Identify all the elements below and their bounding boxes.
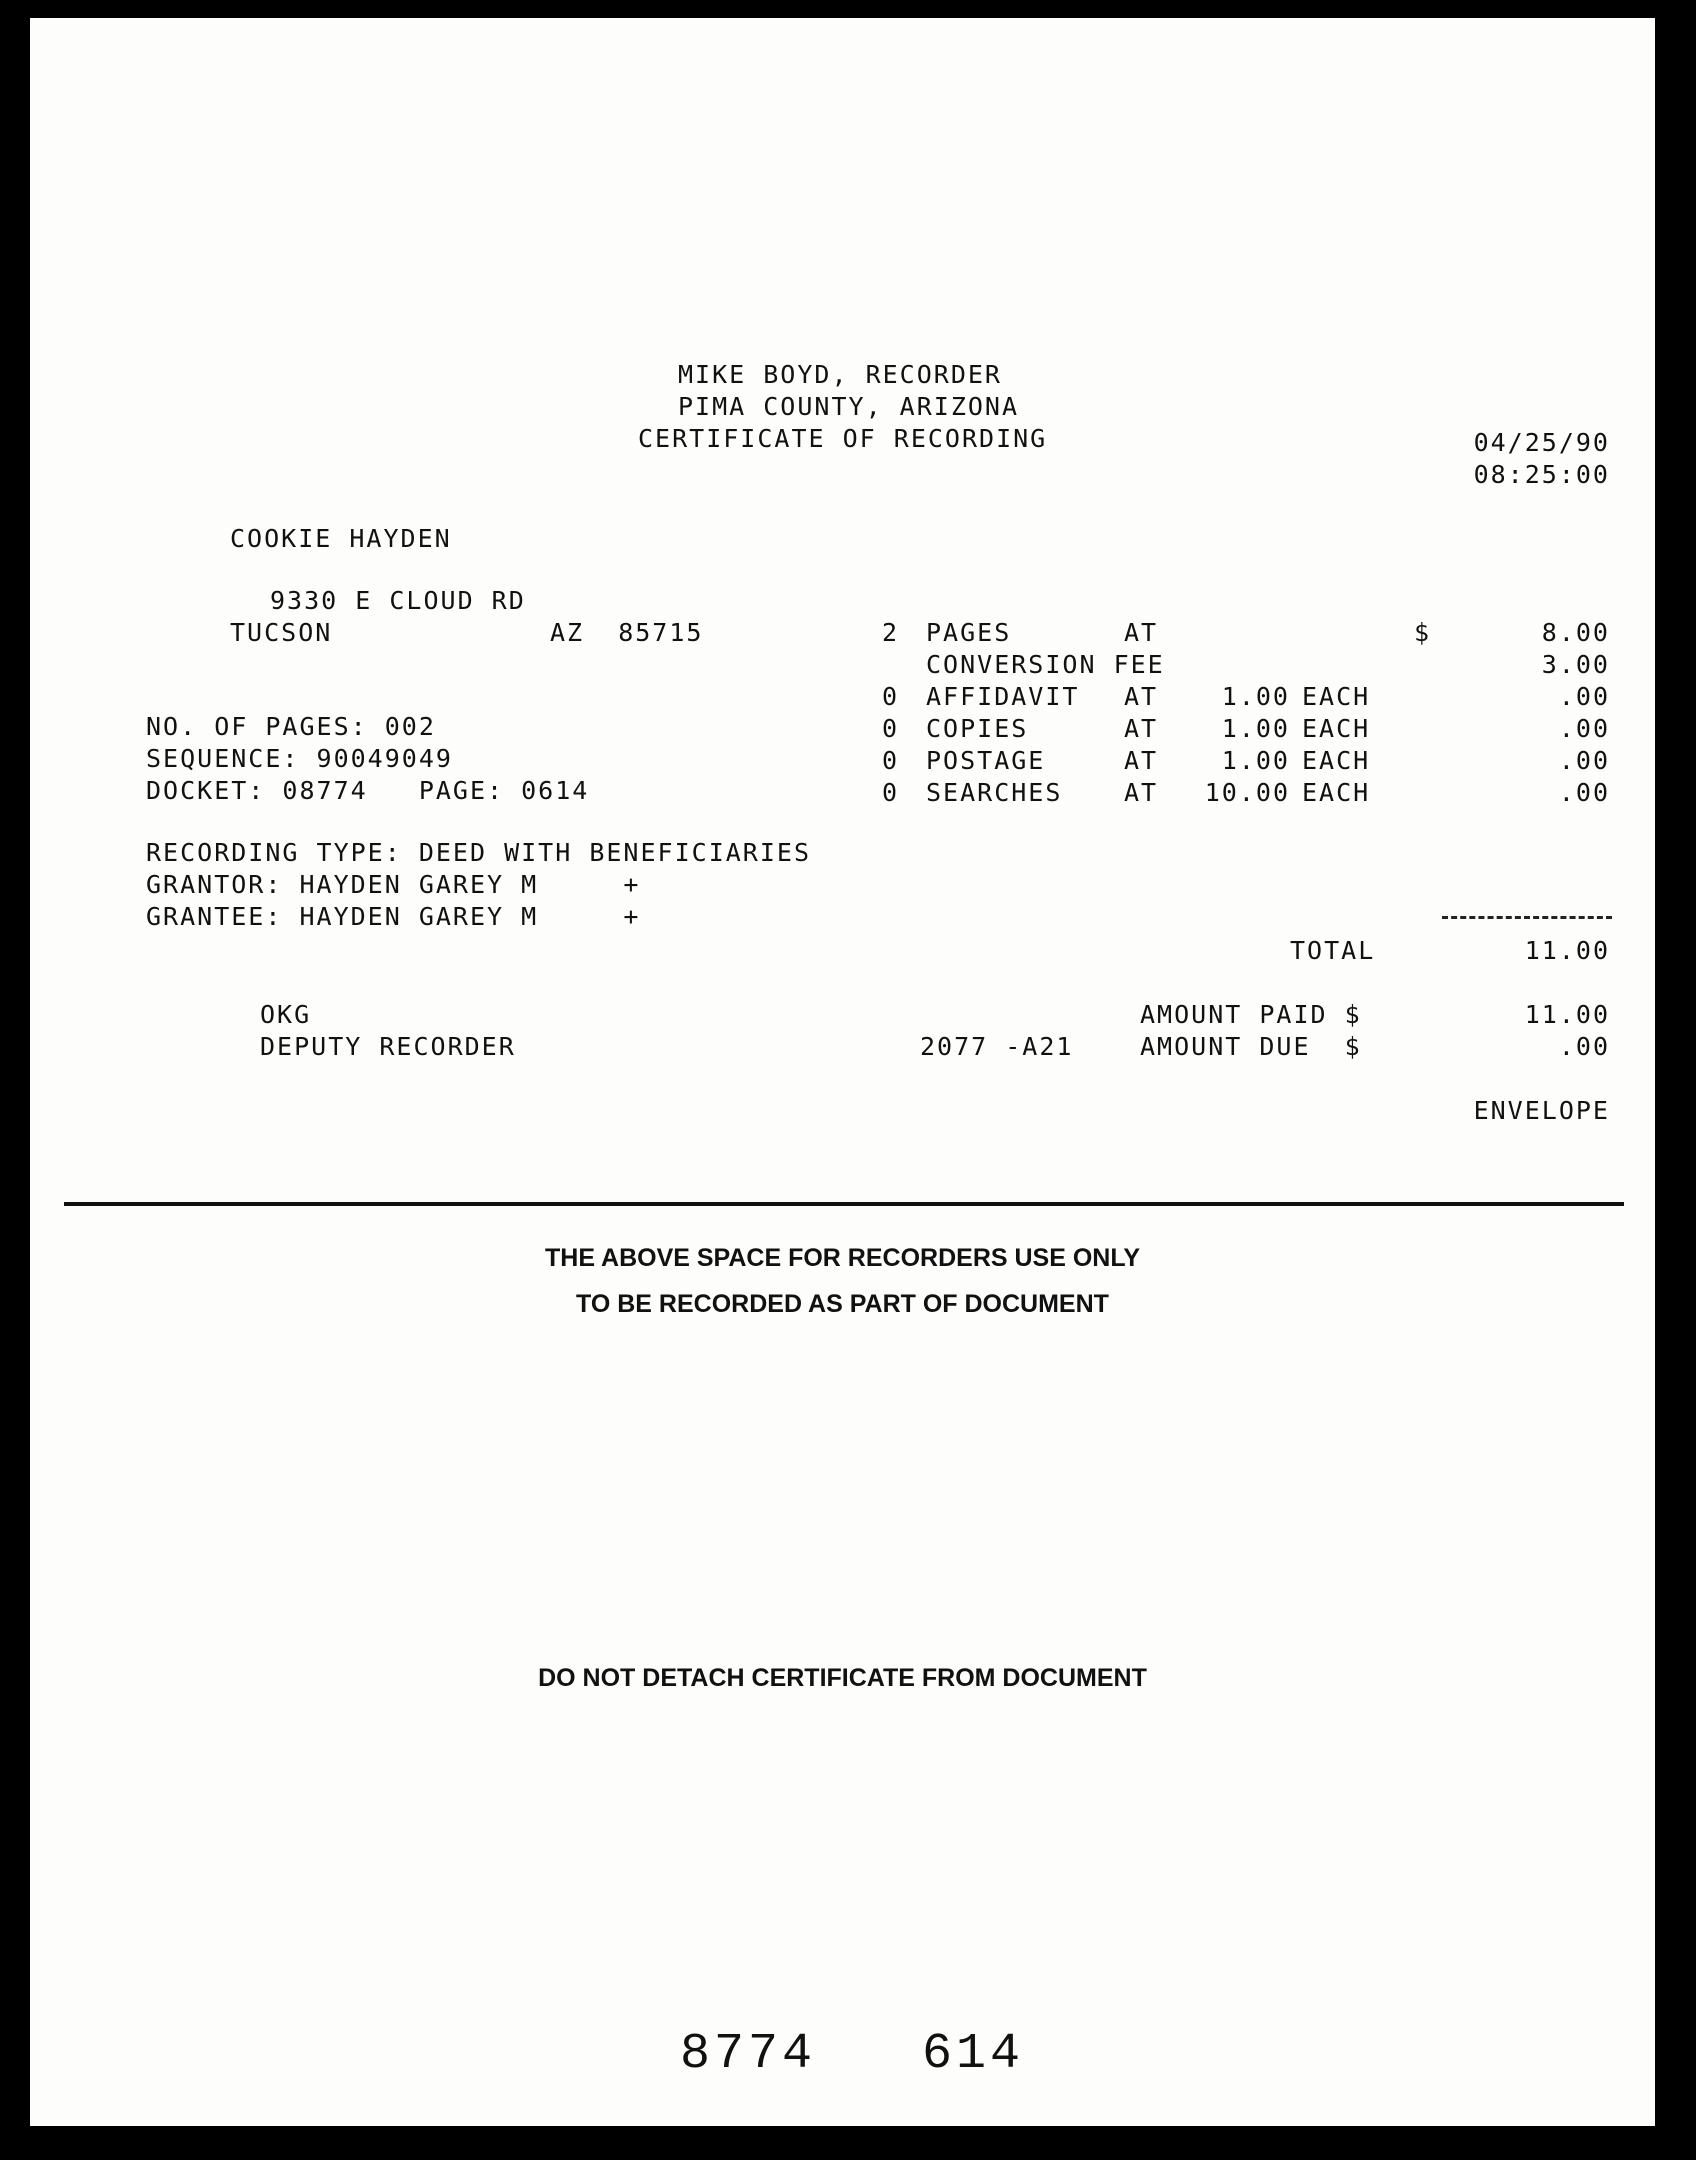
recording-type: RECORDING TYPE: DEED WITH BENEFICIARIES bbox=[146, 838, 811, 867]
total-label: TOTAL bbox=[1290, 936, 1376, 965]
fee-amount: 3.00 bbox=[1541, 650, 1610, 679]
receipt-number: 2077 -A21 bbox=[920, 1032, 1074, 1061]
fee-at: AT bbox=[1124, 618, 1159, 647]
fee-each: EACH bbox=[1302, 682, 1371, 711]
fee-qty: 0 bbox=[882, 682, 900, 711]
recorders-use-notice: THE ABOVE SPACE FOR RECORDERS USE ONLY bbox=[545, 1244, 1140, 1272]
fee-each: EACH bbox=[1302, 746, 1371, 775]
fee-at: AT bbox=[1124, 746, 1159, 775]
record-date: 04/25/90 bbox=[1473, 428, 1610, 457]
amount-paid-label: AMOUNT PAID $ bbox=[1140, 1000, 1362, 1029]
fee-qty: 2 bbox=[882, 618, 900, 647]
fee-amount: .00 bbox=[1558, 778, 1610, 807]
fee-item: COPIES bbox=[926, 714, 1029, 743]
docket-page: DOCKET: 08774 PAGE: 0614 bbox=[146, 776, 590, 805]
fee-at: AT bbox=[1124, 778, 1159, 807]
fee-currency: $ bbox=[1414, 618, 1432, 647]
party-state-zip: AZ 85715 bbox=[550, 618, 704, 647]
fee-amount: .00 bbox=[1558, 714, 1610, 743]
fee-rate: 10.00 bbox=[1204, 778, 1290, 807]
do-not-detach-notice: DO NOT DETACH CERTIFICATE FROM DOCUMENT bbox=[538, 1664, 1147, 1692]
total-amount: 11.00 bbox=[1524, 936, 1610, 965]
party-name: COOKIE HAYDEN bbox=[230, 524, 452, 553]
record-time: 08:25:00 bbox=[1473, 460, 1610, 489]
recorded-part-notice: TO BE RECORDED AS PART OF DOCUMENT bbox=[576, 1290, 1109, 1318]
fee-amount: 8.00 bbox=[1541, 618, 1610, 647]
certificate-title: CERTIFICATE OF RECORDING bbox=[638, 424, 1048, 453]
grantee: GRANTEE: HAYDEN GAREY M + bbox=[146, 902, 641, 931]
certificate-page bbox=[30, 18, 1655, 2126]
party-street: 9330 E CLOUD RD bbox=[270, 586, 526, 615]
fee-amount: .00 bbox=[1558, 746, 1610, 775]
recorder-name: MIKE BOYD, RECORDER bbox=[678, 360, 1002, 389]
amount-paid: 11.00 bbox=[1524, 1000, 1610, 1029]
fee-item: PAGES bbox=[926, 618, 1012, 647]
fee-amount: .00 bbox=[1558, 682, 1610, 711]
divider-line bbox=[64, 1202, 1624, 1206]
footer-page: 614 bbox=[922, 2026, 1025, 2083]
fee-at: AT bbox=[1124, 682, 1159, 711]
footer-docket: 8774 bbox=[680, 2026, 817, 2083]
fee-each: EACH bbox=[1302, 714, 1371, 743]
signer-initials: OKG bbox=[260, 1000, 312, 1029]
fee-item: CONVERSION FEE bbox=[926, 650, 1165, 679]
county-name: PIMA COUNTY, ARIZONA bbox=[678, 392, 1020, 421]
amount-due-label: AMOUNT DUE $ bbox=[1140, 1032, 1362, 1061]
total-rule bbox=[1442, 916, 1612, 919]
fee-qty: 0 bbox=[882, 778, 900, 807]
fee-rate: 1.00 bbox=[1221, 682, 1290, 711]
amount-due: .00 bbox=[1558, 1032, 1610, 1061]
envelope-label: ENVELOPE bbox=[1473, 1096, 1610, 1125]
fee-qty: 0 bbox=[882, 746, 900, 775]
fee-item: AFFIDAVIT bbox=[926, 682, 1080, 711]
grantor: GRANTOR: HAYDEN GAREY M + bbox=[146, 870, 641, 899]
fee-item: SEARCHES bbox=[926, 778, 1063, 807]
signer-title: DEPUTY RECORDER bbox=[260, 1032, 516, 1061]
sequence-number: SEQUENCE: 90049049 bbox=[146, 744, 453, 773]
fee-rate: 1.00 bbox=[1221, 746, 1290, 775]
number-of-pages: NO. OF PAGES: 002 bbox=[146, 712, 436, 741]
fee-rate: 1.00 bbox=[1221, 714, 1290, 743]
fee-qty: 0 bbox=[882, 714, 900, 743]
fee-item: POSTAGE bbox=[926, 746, 1046, 775]
fee-each: EACH bbox=[1302, 778, 1371, 807]
party-city: TUCSON bbox=[230, 618, 333, 647]
fee-at: AT bbox=[1124, 714, 1159, 743]
